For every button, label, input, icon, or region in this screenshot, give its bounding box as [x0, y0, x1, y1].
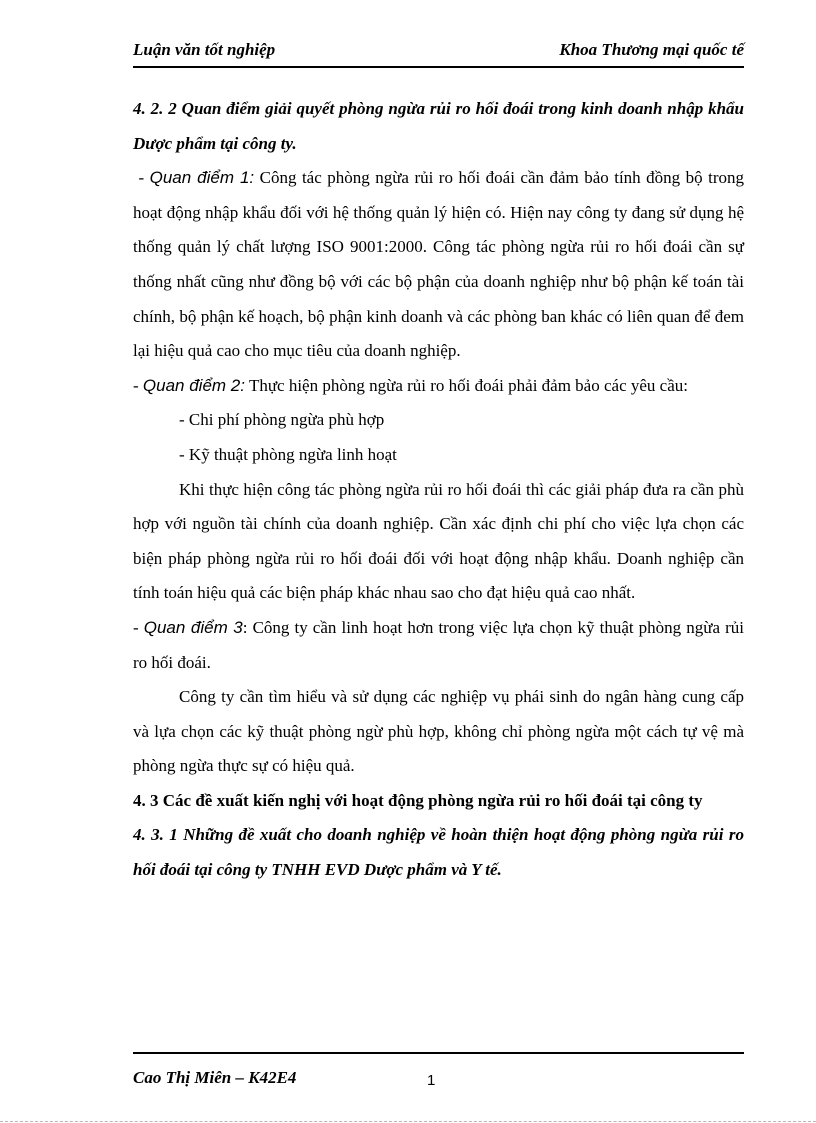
footer-author: Cao Thị Miên – K42E4 — [133, 1068, 297, 1087]
header-faculty: Khoa Thương mại quốc tế — [559, 40, 744, 59]
viewpoint-3-label: Quan điểm 3 — [143, 617, 243, 637]
header-thesis-title: Luận văn tốt nghiệp — [133, 40, 276, 59]
bullet-cost: - Chi phí phòng ngừa phù hợp — [179, 410, 385, 430]
page-footer — [133, 1052, 744, 1089]
viewpoint-2-label: Quan điểm 2: — [142, 375, 245, 395]
page-header — [133, 38, 744, 68]
viewpoint-2-text: Thực hiện phòng ngừa rủi ro hối đoái phải đảm bảo các yêu cầu: — [248, 375, 688, 395]
paragraph-financial: Khi thực hiện công tác phòng ngừa rủi ro hối đoái thì các giải pháp đưa ra cần phù hợp với nguồn tài chính của doanh nghiệp. Cần xác định chi phí cho việc lựa chọn các biện pháp phòng ngừa rủi ro hối đoái đối với hoạt động nhập khẩu. Doanh nghiệp cần tính toán hiệu quả các biện pháp khác nhau sao cho đạt hiệu quả cao nhất. — [133, 479, 744, 603]
heading-4-3: 4. 3 Các đề xuất kiến nghị với hoạt động phòng ngừa rủi ro hối đoái tại công ty — [133, 790, 703, 810]
viewpoint-3-text: : Công ty cần linh hoạt hơn trong việc lựa chọn kỹ thuật phòng ngừa rủi ro hối đoái. — [133, 617, 744, 672]
heading-4-2-2: 4. 2. 2 Quan điểm giải quyết phòng ngừa rủi ro hối đoái trong kinh doanh nhập khẩu Dược phẩm tại công ty. — [133, 99, 744, 153]
document-body — [133, 92, 744, 888]
bullet-technique: - Kỹ thuật phòng ngừa linh hoạt — [179, 444, 397, 464]
paragraph-viewpoint-1: - Quan điểm 1: Công tác phòng ngừa rủi ro hối đoái cần đảm bảo tính đồng bộ trong hoạt động nhập khẩu đối với hệ thống quản lý hiện có. Hiện nay công ty đang sử dụng hệ thống quản lý chất lượng ISO 9001:2000. Công tác phòng ngừa rủi ro hối đoái cần sự thống nhất cũng như đồng bộ với các bộ phận của doanh nghiệp như bộ phận kế toán tài chính, bộ phận kế hoạch, bộ phận kinh doanh và các phòng ban khác có liên quan để đem lại hiệu quả cao cho mục tiêu của doanh nghiệp. — [133, 168, 744, 361]
paragraph-viewpoint-2: - Quan điểm 2: Thực hiện phòng ngừa rủi ro hối đoái phải đảm bảo các yêu cầu: — [133, 375, 688, 395]
page-number: 1 — [427, 1072, 436, 1089]
heading-4-3-1: 4. 3. 1 Những đề xuất cho doanh nghiệp về hoàn thiện hoạt động phòng ngừa rủi ro hối đoái tại công ty TNHH EVD Dược phẩm và Y tế. — [133, 825, 744, 880]
paragraph-derivatives: Công ty cần tìm hiểu và sử dụng các nghiệp vụ phái sinh do ngân hàng cung cấp và lựa chọn các kỹ thuật phòng ngừ phù hợp, không chỉ phòng ngừa một cách tự vệ mà phòng ngừa thực sự có hiệu quả. — [133, 687, 744, 776]
page-edge-divider — [0, 1121, 816, 1122]
viewpoint-1-text: Công tác phòng ngừa rủi ro hối đoái cần đảm bảo tính đồng bộ trong hoạt động nhập khẩu đối với hệ thống quản lý hiện có. Hiện nay công ty đang sử dụng hệ thống quản lý chất lượng ISO 9001:2000. Công tác phòng ngừa rủi ro hối đoái cần sự thống nhất cũng như đồng bộ với các bộ phận của doanh nghiệp như bộ phận kế toán tài chính, bộ phận kế hoạch, bộ phận kinh doanh và các phòng ban khác có liên quan để đem lại hiệu quả cao cho mục tiêu của doanh nghiệp. — [133, 168, 744, 361]
viewpoint-1-label: Quan điểm 1: — [149, 168, 255, 188]
paragraph-viewpoint-3: - Quan điểm 3: Công ty cần linh hoạt hơn trong việc lựa chọn kỹ thuật phòng ngừa rủi ro hối đoái. — [133, 617, 744, 672]
